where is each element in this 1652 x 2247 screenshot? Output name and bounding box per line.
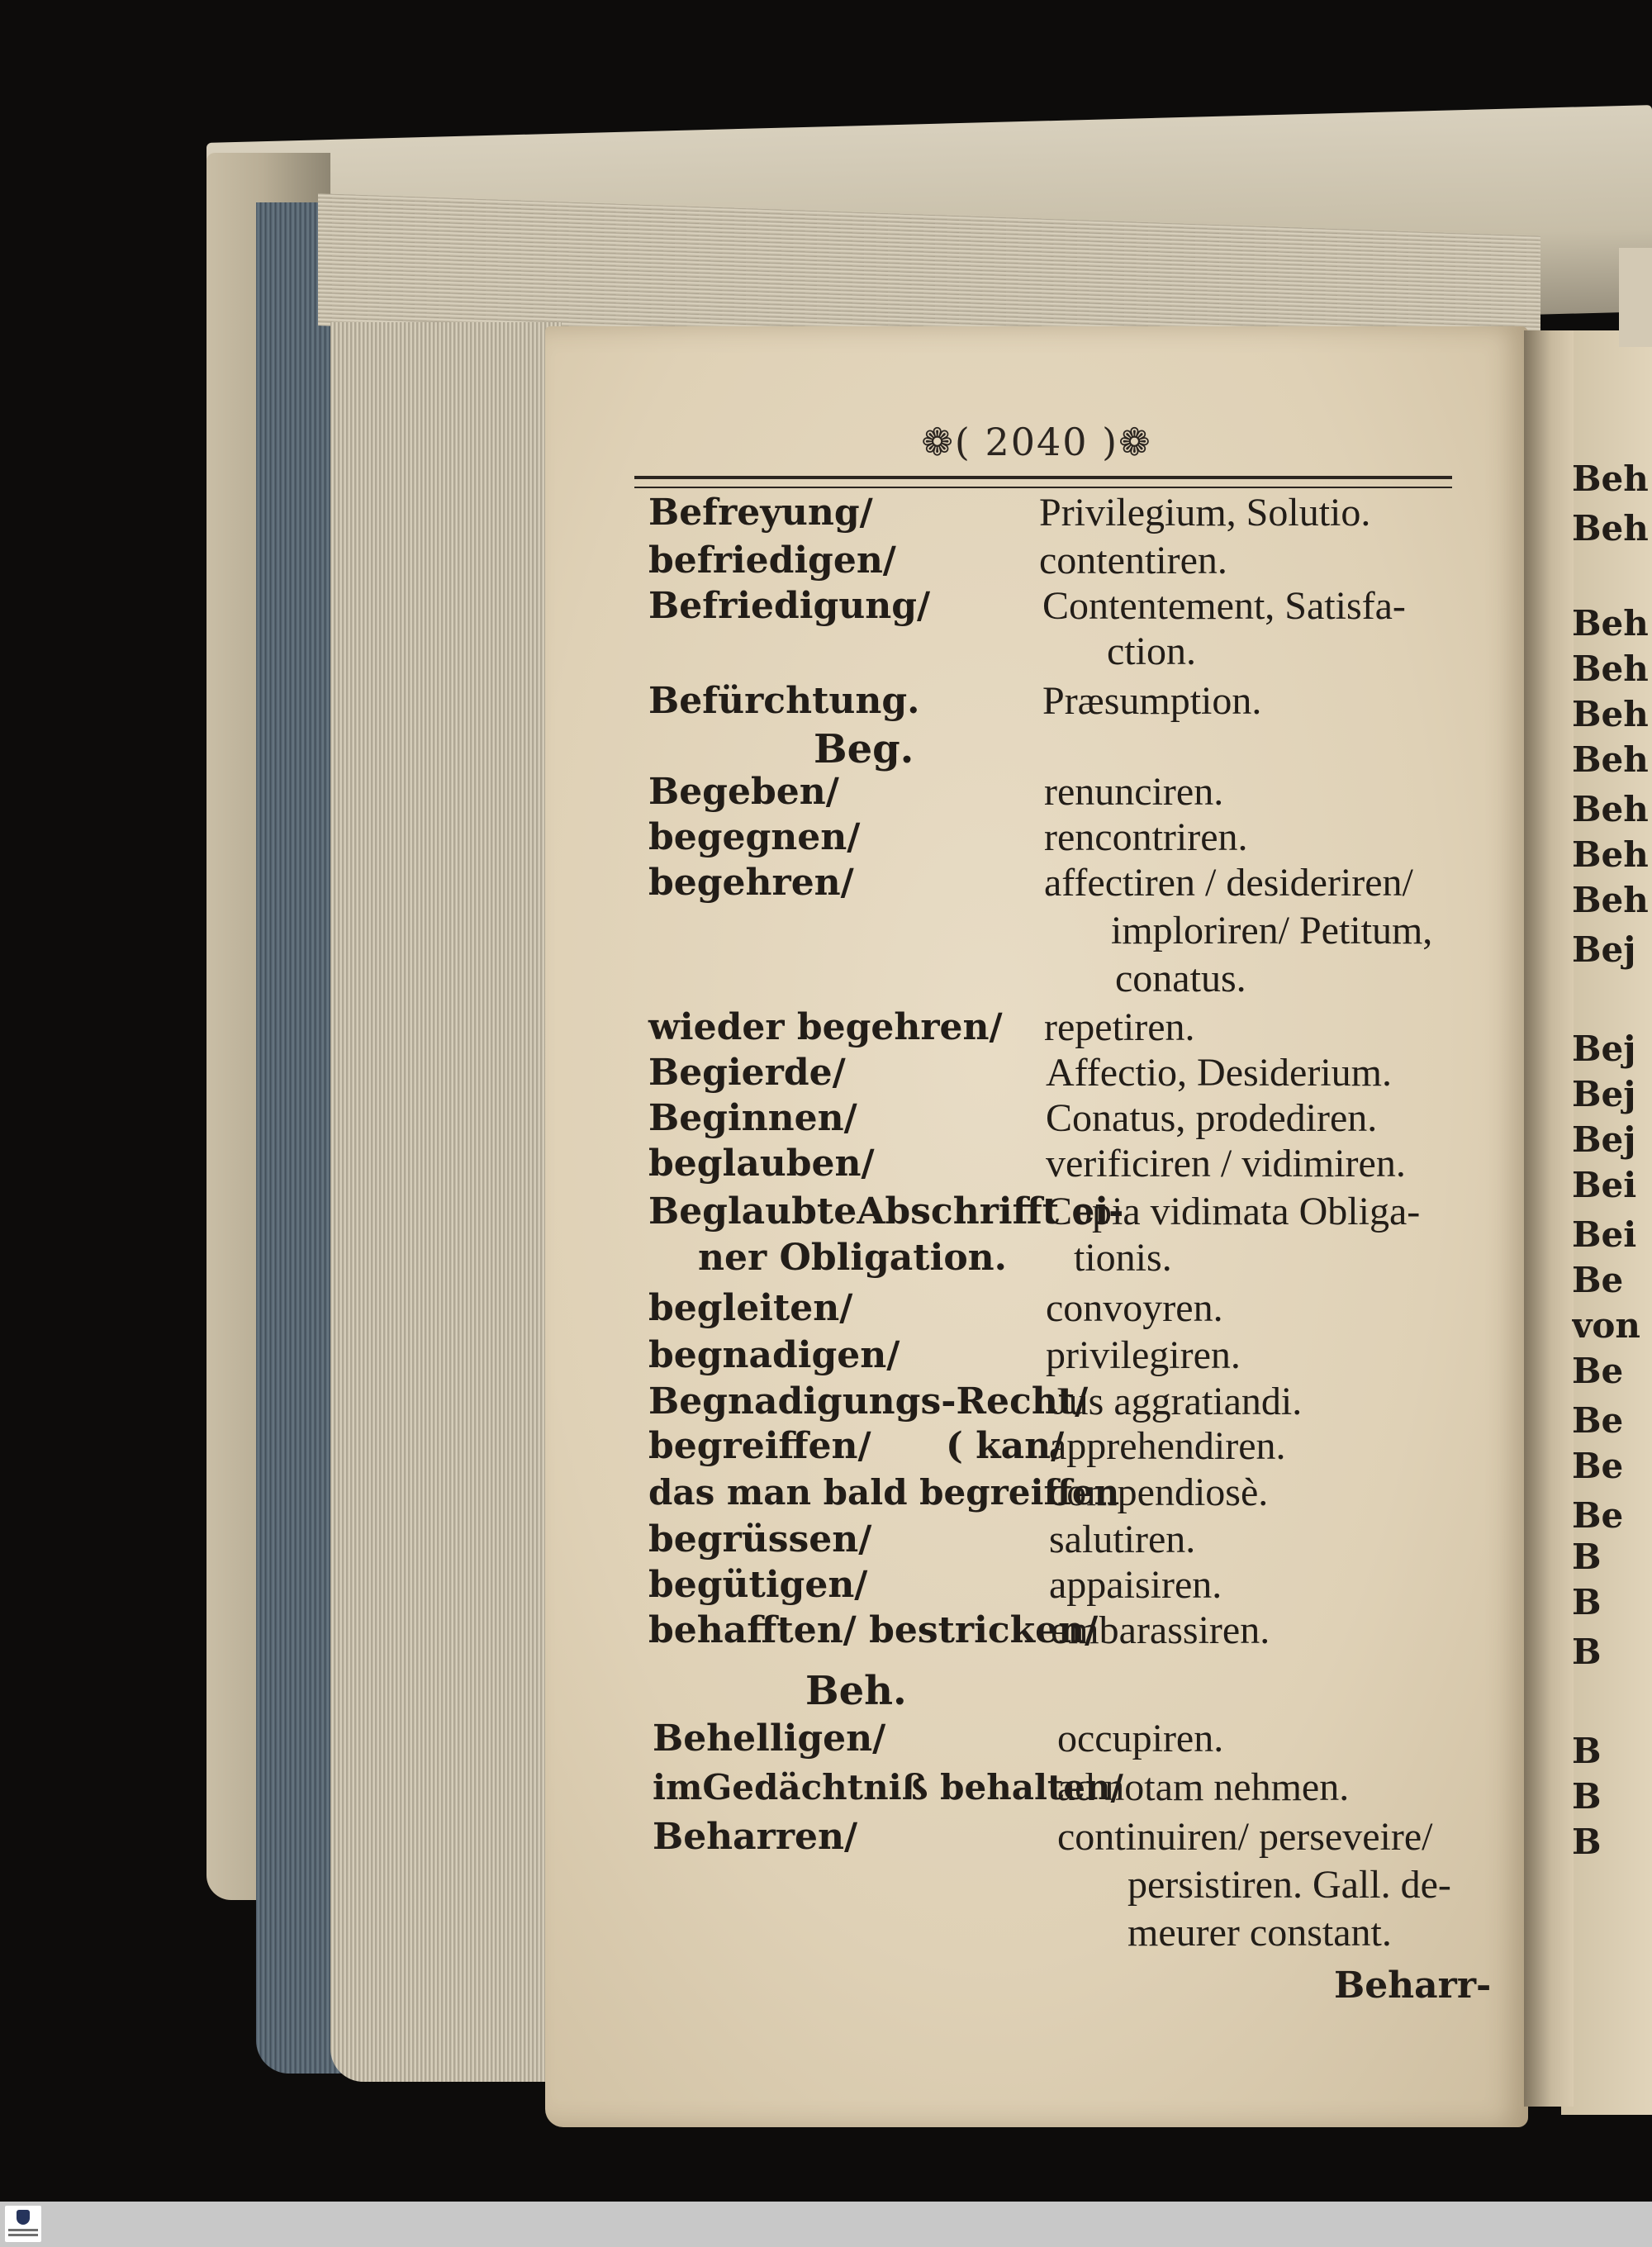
entry-latin: appaisiren. (1049, 1563, 1222, 1607)
fragment-text: Beh (1572, 648, 1649, 689)
entry-latin: rencontriren. (1044, 815, 1248, 859)
entry-latin: Contentement, Satisfa- (1042, 584, 1406, 628)
fragment-text: von (1572, 1305, 1640, 1346)
entry-latin-continued: persistiren. Gall. de- (1127, 1863, 1451, 1907)
fragment-text: B (1572, 1731, 1602, 1771)
catchword: Beharr- (1334, 1964, 1492, 2007)
entry-latin: Jus aggratiandi. (1053, 1380, 1303, 1423)
entry-german: imGedächtniß behalten/ (653, 1767, 1123, 1808)
header-rule (634, 476, 1452, 488)
entry-latin: privilegiren. (1046, 1333, 1241, 1377)
entry-german: Beginnen/ (648, 1097, 857, 1139)
fragment-text: Beh (1572, 834, 1649, 875)
entry-latin-continued: ction. (1107, 629, 1196, 673)
entry-latin: embarassiren. (1051, 1608, 1270, 1652)
entry-latin: affectiren / desideriren/ (1044, 861, 1413, 905)
entry-latin-continued: conatus. (1115, 957, 1246, 1000)
entry-german: begleiten/ (648, 1287, 853, 1329)
fragment-text: Beh (1572, 603, 1649, 644)
entry-latin: ad notam nehmen. (1057, 1765, 1350, 1809)
fragment-text: Bej (1572, 1028, 1636, 1069)
page-stack-edge (330, 322, 562, 2082)
page-number: ❁( 2040 )❁ (921, 420, 1152, 464)
page-gutter (1524, 330, 1574, 2107)
entry-german: begegnen/ (648, 816, 861, 858)
entry-latin: Privilegium, Solutio. (1039, 491, 1371, 534)
entry-latin: occupiren. (1057, 1717, 1224, 1760)
entry-german: Befriedigung/ (648, 585, 931, 627)
library-logo-icon (17, 2210, 30, 2225)
entry-german: BeglaubteAbschrifft ei- (648, 1190, 1124, 1233)
entry-german: Befürchtung. (648, 680, 920, 722)
fragment-text: Beh (1572, 694, 1649, 734)
fragment-text: Beh (1572, 458, 1649, 499)
fragment-text: Be (1572, 1260, 1624, 1300)
fragment-text: Beh (1572, 508, 1649, 549)
entry-german: wieder begehren/ (648, 1006, 1003, 1048)
fragment-text: Beh (1572, 880, 1649, 920)
entry-latin: Affectio, Desiderium. (1046, 1051, 1392, 1095)
entry-latin: verificiren / vidimiren. (1046, 1142, 1406, 1185)
fragment-text: Bej (1572, 1119, 1636, 1160)
fragment-text: Be (1572, 1351, 1624, 1391)
entry-latin: contentiren. (1039, 539, 1227, 582)
section-heading: Beh. (805, 1668, 907, 1714)
fragment-text: B (1572, 1822, 1602, 1862)
fragment-text: Bei (1572, 1165, 1637, 1205)
entry-german: Begeben/ (648, 771, 839, 813)
entry-latin: Copia vidimata Obliga- (1046, 1190, 1421, 1233)
entry-latin: Præsumption. (1042, 679, 1262, 723)
fragment-text: Be (1572, 1446, 1624, 1486)
fragment-text: B (1572, 1632, 1602, 1672)
entry-german: beglauben/ (648, 1143, 875, 1185)
entry-german: befriedigen/ (648, 539, 896, 582)
book-cover-corner (1619, 248, 1652, 347)
entry-latin: continuiren/ perseveire/ (1057, 1815, 1433, 1859)
entry-german: begehren/ (648, 862, 854, 904)
entry-german: Beharren/ (653, 1816, 858, 1858)
library-logo[interactable] (5, 2206, 41, 2242)
fragment-text: Beh (1572, 739, 1649, 780)
entry-german: begnadigen/ (648, 1334, 900, 1376)
entry-german: begütigen/ (648, 1564, 868, 1606)
entry-german-note: ( kan/ (946, 1425, 1065, 1467)
entry-german-continued: ner Obligation. (698, 1237, 1007, 1279)
entry-german: Begnadigungs-Recht/ (648, 1380, 1089, 1423)
entry-latin-continued: imploriren/ Petitum, (1111, 909, 1433, 952)
fragment-text: Bej (1572, 1074, 1636, 1114)
fragment-text: Be (1572, 1400, 1624, 1441)
entry-latin: apprehendiren. (1049, 1424, 1286, 1468)
entry-latin: repetiren. (1044, 1005, 1195, 1049)
entry-german: das man bald begreiffen (648, 1472, 1120, 1513)
viewer-footer-bar (0, 2202, 1652, 2247)
entry-german: behafften/ bestricken/ (648, 1609, 1099, 1651)
entry-latin: convoyren. (1046, 1286, 1223, 1330)
fragment-text: Be (1572, 1495, 1624, 1536)
fragment-text: B (1572, 1537, 1602, 1577)
entry-latin: compendiosè. (1049, 1470, 1269, 1514)
section-heading: Beg. (814, 726, 914, 772)
logo-line (8, 2234, 38, 2236)
entry-german: Behelligen/ (653, 1717, 886, 1760)
fragment-text: Bej (1572, 929, 1636, 970)
fragment-text: Beh (1572, 789, 1649, 829)
fragment-text: B (1572, 1776, 1602, 1817)
entry-german: begreiffen/ (648, 1425, 871, 1467)
entry-latin-continued: tionis. (1074, 1236, 1172, 1280)
fragment-text: B (1572, 1582, 1602, 1622)
entry-latin-continued: meurer constant. (1127, 1911, 1392, 1955)
entry-latin: Conatus, prodediren. (1046, 1096, 1378, 1140)
entry-german: Befreyung/ (648, 492, 873, 534)
entry-latin: salutiren. (1049, 1518, 1196, 1561)
entry-latin: renunciren. (1044, 770, 1224, 814)
logo-line (8, 2229, 38, 2231)
entry-german: Begierde/ (648, 1052, 846, 1094)
fragment-text: Bei (1572, 1214, 1637, 1255)
entry-german: begrüssen/ (648, 1518, 872, 1561)
